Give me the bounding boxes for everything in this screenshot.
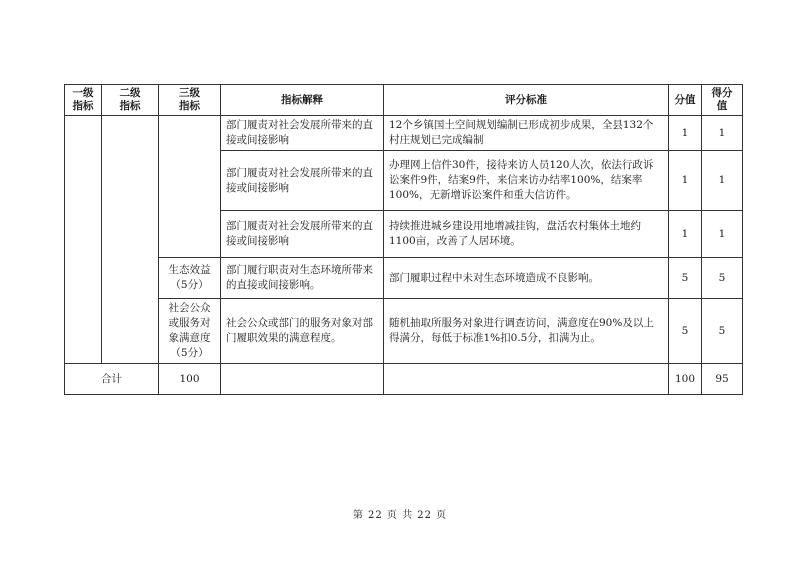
level2-cell (102, 116, 159, 364)
total-label: 合计 (65, 364, 159, 395)
got-cell: 5 (702, 299, 743, 364)
header-level3: 三级 指标 (159, 85, 221, 116)
header-score: 分值 (669, 85, 702, 116)
evaluation-table (64, 84, 743, 395)
level3-cell (159, 116, 221, 258)
header-row (65, 85, 743, 116)
header-level2: 二级 指标 (102, 85, 159, 116)
score-cell: 5 (669, 258, 702, 299)
total-score: 100 (669, 364, 702, 395)
level1-cell (65, 116, 102, 364)
table-row (65, 299, 743, 364)
score-cell: 1 (669, 116, 702, 151)
got-cell: 1 (702, 116, 743, 151)
standard-cell: 持续推进城乡建设用地增减挂钩，盘活农村集体土地约1100亩，改善了人居环境。 (384, 211, 669, 258)
level3-cell: 社会公众 或服务对 象满意度 （5分） (159, 299, 221, 364)
standard-cell: 部门履职过程中未对生态环境造成不良影响。 (384, 258, 669, 299)
total-empty-cell (221, 364, 384, 395)
header-level1: 一级 指标 (65, 85, 102, 116)
explanation-cell: 社会公众或部门的服务对象对部门履职效果的满意程度。 (221, 299, 384, 364)
total-empty-cell (384, 364, 669, 395)
got-cell: 5 (702, 258, 743, 299)
total-row (65, 364, 743, 395)
score-cell: 1 (669, 211, 702, 258)
total-got: 95 (702, 364, 743, 395)
standard-cell: 随机抽取所服务对象进行调查访问，满意度在90%及以上得满分，每低于标准1%扣0.5分，扣满为止。 (384, 299, 669, 364)
explanation-cell: 部门履责对社会发展所带来的直接或间接影响 (221, 151, 384, 211)
table-row (65, 258, 743, 299)
score-cell: 1 (669, 151, 702, 211)
header-standard: 评分标准 (384, 85, 669, 116)
page-footer: 第 22 页 共 22 页 (352, 510, 448, 521)
standard-cell: 12个乡镇国土空间规划编制已形成初步成果，全县132个村庄规划已完成编制 (384, 116, 669, 151)
got-cell: 1 (702, 211, 743, 258)
header-got: 得分 值 (702, 85, 743, 116)
explanation-cell: 部门履责对社会发展所带来的直接或间接影响 (221, 116, 384, 151)
got-cell: 1 (702, 151, 743, 211)
explanation-cell: 部门履责对社会发展所带来的直接或间接影响 (221, 211, 384, 258)
total-score-total: 100 (159, 364, 221, 395)
table-row (65, 116, 743, 151)
score-cell: 5 (669, 299, 702, 364)
header-explanation: 指标解释 (221, 85, 384, 116)
level3-cell: 生态效益 （5分） (159, 258, 221, 299)
explanation-cell: 部门履行职责对生态环境所带来的直接或间接影响。 (221, 258, 384, 299)
standard-cell: 办理网上信件30件，接待来访人员120人次，依法行政诉讼案件9件，结案9件，来信来访办结率100%，结案率100%，无新增诉讼案件和重大信访件。 (384, 151, 669, 211)
